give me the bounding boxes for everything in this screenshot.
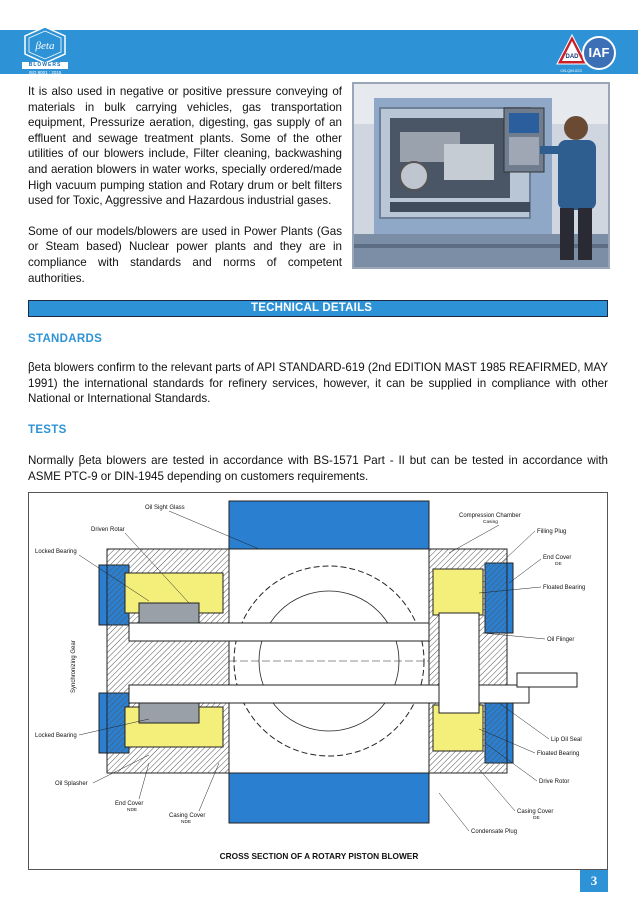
tests-heading: TESTS <box>28 424 67 436</box>
intro-paragraph-2: Some of our models/blowers are used in Power Plants (Gas or Steam based) Nuclear power plants and they are in compliance with standards and norms of competent authorities. <box>28 224 342 285</box>
label-oil-sight-glass: Oil Sight Glass <box>145 505 185 511</box>
tests-text: Normally βeta blowers are tested in accordance with BS-1571 Part - II but can be tested in accordance with ASME PTC-9 or DIN-1945 depending on customers requirements. <box>28 454 608 483</box>
label-locked-bearing-top: Locked Bearing <box>35 549 77 555</box>
label-end-cover-de: End Cover <box>543 555 572 561</box>
logo-tagline: BLOWERS <box>22 62 68 69</box>
diagram-caption: CROSS SECTION OF A ROTARY PISTON BLOWER <box>219 851 419 861</box>
label-locked-bearing-bottom: Locked Bearing <box>35 733 77 739</box>
label-floated-bearing-top: Floated Bearing <box>543 585 586 591</box>
top-casing-block <box>229 501 429 549</box>
cnc-machine-illustration <box>354 84 608 267</box>
label-casing-cover-nde-sub: NDE <box>181 820 192 825</box>
hexagon-logo-icon <box>22 26 68 64</box>
dad-text: DAD <box>565 54 579 60</box>
label-lip-oil-seal: Lip Oil Seal <box>551 737 582 743</box>
standards-heading: STANDARDS <box>28 333 103 345</box>
cert-number: CB-QM-023 <box>560 68 582 73</box>
standards-text: βeta blowers confirm to the relevant parts of API STANDARD-619 (2nd EDITION MAST 1985 REAFIRMED, MAY 1991) the international standards for refinery services, however, it can be supplied in compliance with other National or International Standards. <box>28 361 608 406</box>
machine-operator-photo <box>352 82 610 269</box>
label-casing-cover-nde: Casing Cover <box>169 813 206 819</box>
label-oil-splasher: Oil Splasher <box>55 781 88 787</box>
certification-logos <box>556 30 622 76</box>
label-compression-chamber-sub: Casing <box>483 520 498 525</box>
blower-cross-section-diagram <box>28 492 608 870</box>
page-number: 3 <box>580 870 608 892</box>
label-drive-rotor: Drive Rotor <box>539 779 570 785</box>
logo-cert: ISO 9001 : 2015 <box>28 70 62 75</box>
label-condensate-plug: Condensate Plug <box>471 829 518 835</box>
logo-brand-text: βeta <box>35 40 55 52</box>
label-end-cover-nde: End Cover <box>115 801 144 807</box>
cross-section-drawing <box>29 493 607 843</box>
label-filling-plug: Filling Plug <box>537 529 567 535</box>
iaf-badge: IAF <box>582 36 616 70</box>
label-casing-cover-de: Casing Cover <box>517 809 554 815</box>
header-band <box>0 30 638 74</box>
label-driven-rotar: Driven Rotar <box>91 527 125 533</box>
label-end-cover-de-sub: DE <box>555 562 562 567</box>
beta-blowers-logo <box>22 26 68 78</box>
section-title: TECHNICAL DETAILS <box>251 302 373 314</box>
label-synchronizing-gear: Synchronizing Gear <box>71 640 77 693</box>
label-oil-flinger: Oil Flinger <box>547 637 575 643</box>
label-end-cover-nde-sub: NDE <box>127 808 138 813</box>
bottom-casing-block <box>229 773 429 823</box>
technical-details-bar <box>28 300 608 317</box>
intro-paragraph-1: It is also used in negative or positive pressure conveying of materials in bulk carrying vehicles, gas transportation equipment, Pressurize aeration, digesting, gas supply of an effluent and sewage treatment plants. Some of the other utilities of our blowers include, Filter cleaning, backwashing and aeration blowers in water works, specially ordered/made High vacuum pumping station and Rotary drum or belt filters used for Toxic, Aggressive and Hazardous industrial gases. <box>28 85 342 208</box>
header-bar <box>0 0 638 80</box>
intro-text <box>28 84 342 286</box>
label-floated-bearing-bottom: Floated Bearing <box>537 751 580 757</box>
label-casing-cover-de-sub: DE <box>533 816 540 821</box>
label-compression-chamber: Compression Chamber <box>459 513 521 519</box>
